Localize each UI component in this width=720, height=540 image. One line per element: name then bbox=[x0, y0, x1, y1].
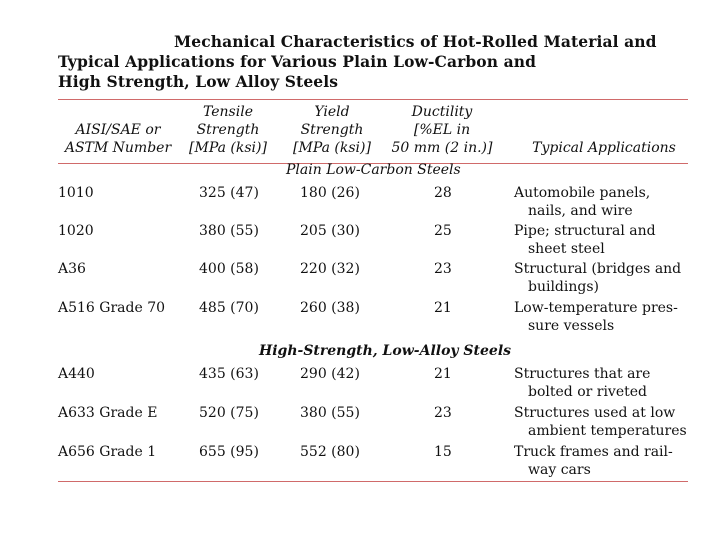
application-line-2: buildings) bbox=[528, 279, 599, 295]
cell-yield: 552 (80) bbox=[300, 444, 360, 460]
header-number-line-1: AISI/SAE or bbox=[75, 122, 161, 138]
section-title-plain-low-carbon: Plain Low-Carbon Steels bbox=[286, 162, 461, 178]
top-rule bbox=[58, 99, 688, 100]
header-applications-label: Typical Applications bbox=[532, 140, 676, 156]
header-tensile bbox=[178, 103, 278, 157]
title-line-2: Typical Applications for Various Plain Low-Carbon and bbox=[58, 52, 537, 71]
header-applications bbox=[520, 139, 688, 157]
cell-number: A516 Grade 70 bbox=[58, 300, 166, 316]
application-line-1: Truck frames and rail- bbox=[514, 444, 673, 460]
cell-tensile: 485 (70) bbox=[199, 300, 259, 316]
cell-application bbox=[514, 299, 678, 335]
cell-application bbox=[514, 184, 650, 220]
cell-number: 1010 bbox=[58, 185, 94, 201]
table-title bbox=[58, 32, 698, 92]
header-ductility-line-2: [%EL in bbox=[413, 122, 471, 138]
application-line-1: Pipe; structural and bbox=[514, 223, 656, 239]
application-line-2: nails, and wire bbox=[528, 203, 633, 219]
cell-number: A633 Grade E bbox=[58, 405, 158, 421]
application-line-1: Structures used at low bbox=[514, 405, 676, 421]
section-title-hsla: High-Strength, Low-Alloy Steels bbox=[259, 343, 512, 359]
cell-tensile: 520 (75) bbox=[199, 405, 259, 421]
application-line-2: sheet steel bbox=[528, 241, 605, 257]
header-ductility-line-3: 50 mm (2 in.)] bbox=[391, 140, 493, 156]
header-yield-line-1: Yield bbox=[314, 104, 350, 120]
cell-ductility: 15 bbox=[434, 444, 452, 460]
header-yield-line-3: [MPa (ksi)] bbox=[293, 140, 371, 156]
header-tensile-line-2: Strength bbox=[196, 122, 260, 138]
cell-ductility: 21 bbox=[434, 300, 452, 316]
header-yield-line-2: Strength bbox=[300, 122, 364, 138]
application-line-2: bolted or riveted bbox=[528, 384, 647, 400]
cell-application bbox=[514, 443, 673, 479]
title-line-3: High Strength, Low Alloy Steels bbox=[58, 72, 339, 91]
title-line-1: Mechanical Characteristics of Hot-Rolled Material and bbox=[174, 32, 657, 51]
cell-application bbox=[514, 404, 687, 440]
cell-tensile: 400 (58) bbox=[199, 261, 259, 277]
header-number-line-2: ASTM Number bbox=[64, 140, 172, 156]
cell-number: A656 Grade 1 bbox=[58, 444, 157, 460]
application-line-2: way cars bbox=[528, 462, 591, 478]
application-line-2: sure vessels bbox=[528, 318, 615, 334]
application-line-1: Structures that are bbox=[514, 366, 651, 382]
cell-ductility: 23 bbox=[434, 405, 452, 421]
cell-yield: 180 (26) bbox=[300, 185, 360, 201]
cell-number: 1020 bbox=[58, 223, 94, 239]
application-line-1: Low-temperature pres- bbox=[514, 300, 678, 316]
header-yield bbox=[282, 103, 382, 157]
cell-number: A440 bbox=[58, 366, 95, 382]
header-tensile-line-1: Tensile bbox=[203, 104, 253, 120]
application-line-2: ambient temperatures bbox=[528, 423, 687, 439]
cell-number: A36 bbox=[58, 261, 86, 277]
bottom-rule bbox=[58, 481, 688, 482]
header-tensile-line-3: [MPa (ksi)] bbox=[189, 140, 267, 156]
application-line-1: Structural (bridges and bbox=[514, 261, 682, 277]
cell-yield: 205 (30) bbox=[300, 223, 360, 239]
cell-ductility: 21 bbox=[434, 366, 452, 382]
cell-ductility: 25 bbox=[434, 223, 452, 239]
cell-application bbox=[514, 260, 681, 296]
cell-yield: 380 (55) bbox=[300, 405, 360, 421]
application-line-1: Automobile panels, bbox=[514, 185, 651, 201]
cell-tensile: 655 (95) bbox=[199, 444, 259, 460]
cell-ductility: 28 bbox=[434, 185, 452, 201]
cell-application bbox=[514, 365, 650, 401]
header-ductility bbox=[382, 103, 502, 157]
header-ductility-line-1: Ductility bbox=[411, 104, 473, 120]
cell-tensile: 325 (47) bbox=[199, 185, 259, 201]
header-number bbox=[58, 121, 178, 157]
cell-tensile: 435 (63) bbox=[199, 366, 259, 382]
cell-yield: 260 (38) bbox=[300, 300, 360, 316]
cell-ductility: 23 bbox=[434, 261, 452, 277]
cell-tensile: 380 (55) bbox=[199, 223, 259, 239]
cell-yield: 220 (32) bbox=[300, 261, 360, 277]
cell-yield: 290 (42) bbox=[300, 366, 360, 382]
cell-application bbox=[514, 222, 656, 258]
